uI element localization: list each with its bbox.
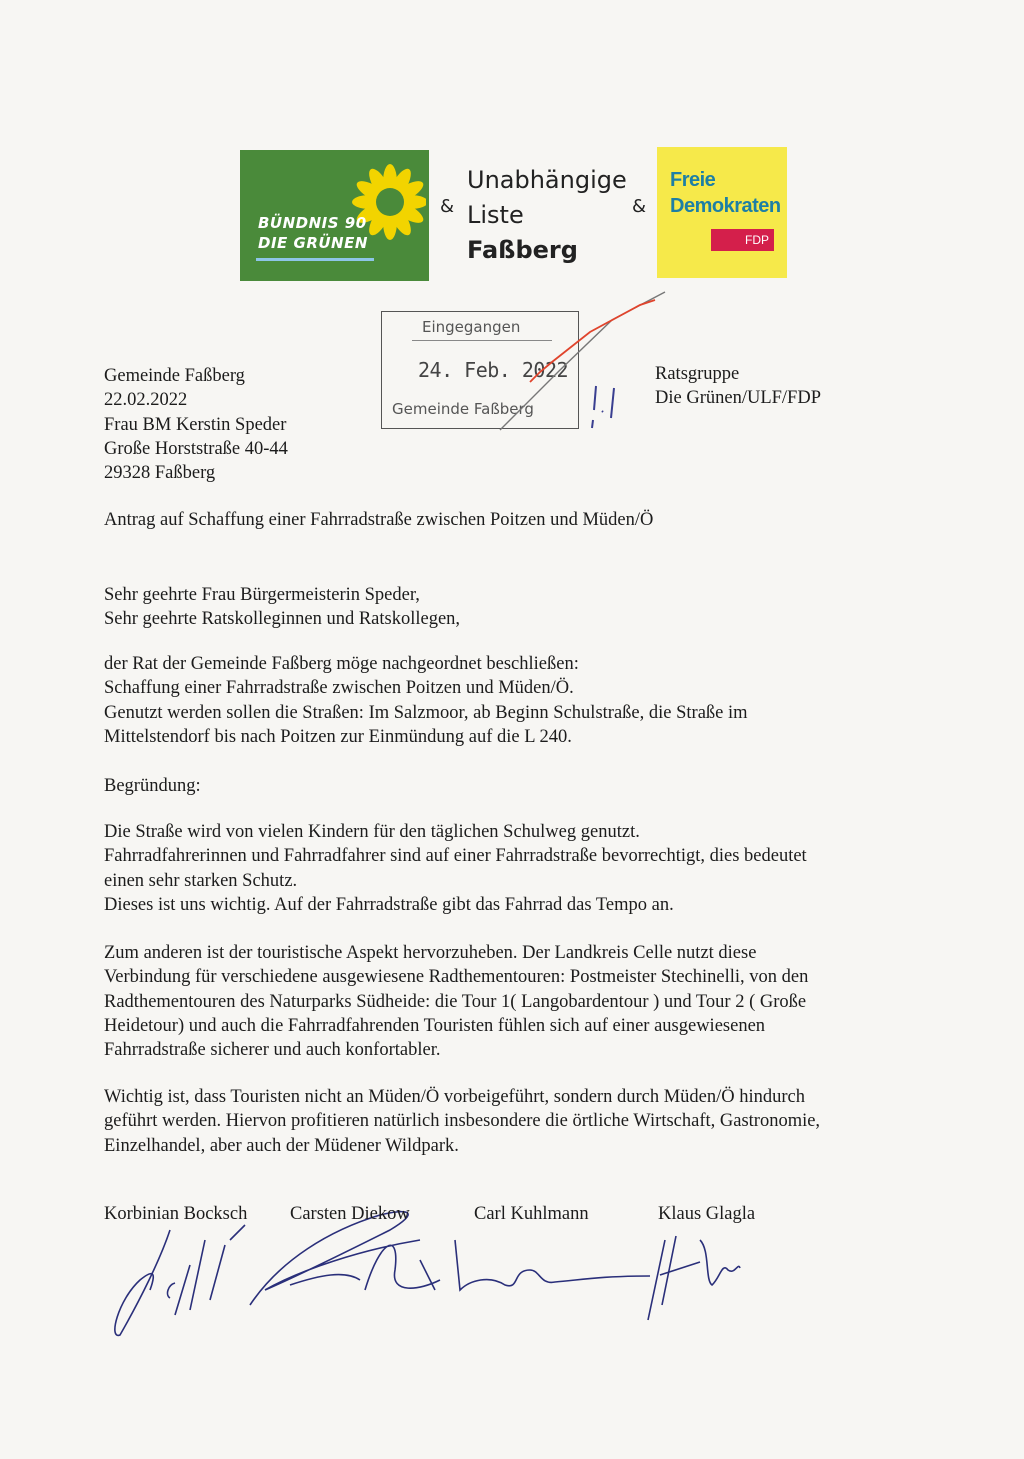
- paragraph-line: Verbindung für verschiedene ausgewiesene Radthementouren: Postmeister Stechinelli, von den: [104, 967, 809, 988]
- motion-paragraph: [104, 652, 748, 749]
- paragraph-line: Fahrradfahrerinnen und Fahrradfahrer sind auf einer Fahrradstraße bevorrechtigt, dies bedeutet: [104, 846, 807, 867]
- subject-line: Antrag auf Schaffung einer Fahrradstraße zwischen Poitzen und Müden/Ö: [104, 510, 654, 530]
- fdp-logo-bar: FDP: [711, 229, 774, 251]
- address-line: 29328 Faßberg: [104, 463, 216, 484]
- address-line: Große Horststraße 40-44: [104, 438, 288, 459]
- paragraph-line: Zum anderen ist der touristische Aspekt hervorzuheben. Der Landkreis Celle nutzt diese: [104, 943, 757, 963]
- motion-line: der Rat der Gemeinde Faßberg möge nachgeordnet beschließen:: [104, 654, 579, 674]
- reason-paragraph-1: [104, 820, 807, 917]
- gruene-logo-line2: DIE GRÜNEN: [258, 234, 368, 252]
- motion-line: Schaffung einer Fahrradstraße zwischen Poitzen und Müden/Ö.: [104, 678, 574, 699]
- fdp-logo-line2: Demokraten: [670, 195, 781, 217]
- signature-bocksch: [115, 1225, 245, 1335]
- stamp-title: Eingegangen: [422, 318, 521, 336]
- address-line: Gemeinde Faßberg: [104, 366, 245, 386]
- motion-line: Mittelstendorf bis nach Poitzen zur Einmündung auf die L 240.: [104, 726, 572, 747]
- address-line: Frau BM Kerstin Speder: [104, 414, 287, 435]
- signatory-name: Klaus Glagla: [658, 1204, 756, 1224]
- gruene-logo-underline: [256, 258, 374, 261]
- received-stamp: [381, 311, 579, 429]
- recipient-address: [104, 364, 288, 485]
- signatory-name: Korbinian Bocksch: [104, 1204, 248, 1224]
- sender-block: [655, 362, 821, 411]
- paragraph-line: Einzelhandel, aber auch der Müdener Wildpark.: [104, 1135, 459, 1156]
- ulf-logo-line3: Faßberg: [467, 236, 578, 264]
- paragraph-line: Heidetour) und auch die Fahrradfahrenden Touristen fühlen sich auf einer ausgewiesenen: [104, 1015, 766, 1036]
- fdp-logo-line1: Freie: [670, 169, 716, 191]
- gruene-logo-line1: BÜNDNIS 90: [258, 214, 367, 232]
- signatory-name: Carl Kuhlmann: [474, 1204, 589, 1224]
- ulf-logo: [467, 163, 627, 268]
- address-line: 22.02.2022: [104, 390, 188, 411]
- signature-diekow: [250, 1212, 440, 1305]
- motion-line: Genutzt werden sollen die Straßen: Im Salzmoor, ab Beginn Schulstraße, die Straße im: [104, 702, 748, 723]
- ampersand-1: &: [440, 196, 455, 217]
- reason-paragraph-3: [104, 1085, 820, 1158]
- stamp-date: 24. Feb. 2022: [418, 358, 569, 382]
- signature-kuhlmann: [455, 1240, 650, 1290]
- gruene-logo: [240, 150, 429, 281]
- signature-glagla: [648, 1236, 740, 1320]
- fdp-logo: [657, 147, 787, 278]
- begruendung-heading: Begründung:: [104, 776, 201, 796]
- ampersand-2: &: [632, 196, 647, 217]
- handwritten-number-mark: [592, 386, 614, 428]
- paragraph-line: Wichtig ist, dass Touristen nicht an Müden/Ö vorbeigeführt, sondern durch Müden/Ö hindurch: [104, 1087, 806, 1107]
- sender-line: Die Grünen/ULF/FDP: [655, 388, 821, 409]
- ulf-logo-line1: Unabhängige: [467, 166, 627, 194]
- ulf-logo-line2: Liste: [467, 201, 524, 229]
- reason-paragraph-2: [104, 941, 808, 1062]
- salutation-line: Sehr geehrte Frau Bürgermeisterin Speder,: [104, 585, 420, 605]
- paragraph-line: Fahrradstraße sicherer und auch konfortabler.: [104, 1040, 441, 1061]
- sender-line: Ratsgruppe: [655, 364, 740, 384]
- paragraph-line: Die Straße wird von vielen Kindern für den täglichen Schulweg genutzt.: [104, 822, 640, 842]
- paragraph-line: geführt werden. Hiervon profitieren natürlich insbesondere die örtliche Wirtschaft, Gastronomie,: [104, 1111, 821, 1132]
- stamp-footer: Gemeinde Faßberg: [392, 400, 534, 418]
- salutation: [104, 583, 460, 632]
- stamp-divider: [412, 340, 552, 341]
- paragraph-line: Radthementouren des Naturparks Südheide: die Tour 1( Langobardentour ) und Tour 2 ( Große: [104, 991, 807, 1012]
- paragraph-line: Dieses ist uns wichtig. Auf der Fahrradstraße gibt das Fahrrad das Tempo an.: [104, 894, 674, 915]
- signatory-name: Carsten Diekow: [290, 1204, 410, 1224]
- paragraph-line: einen sehr starken Schutz.: [104, 870, 298, 891]
- salutation-line: Sehr geehrte Ratskolleginnen und Ratskollegen,: [104, 609, 461, 630]
